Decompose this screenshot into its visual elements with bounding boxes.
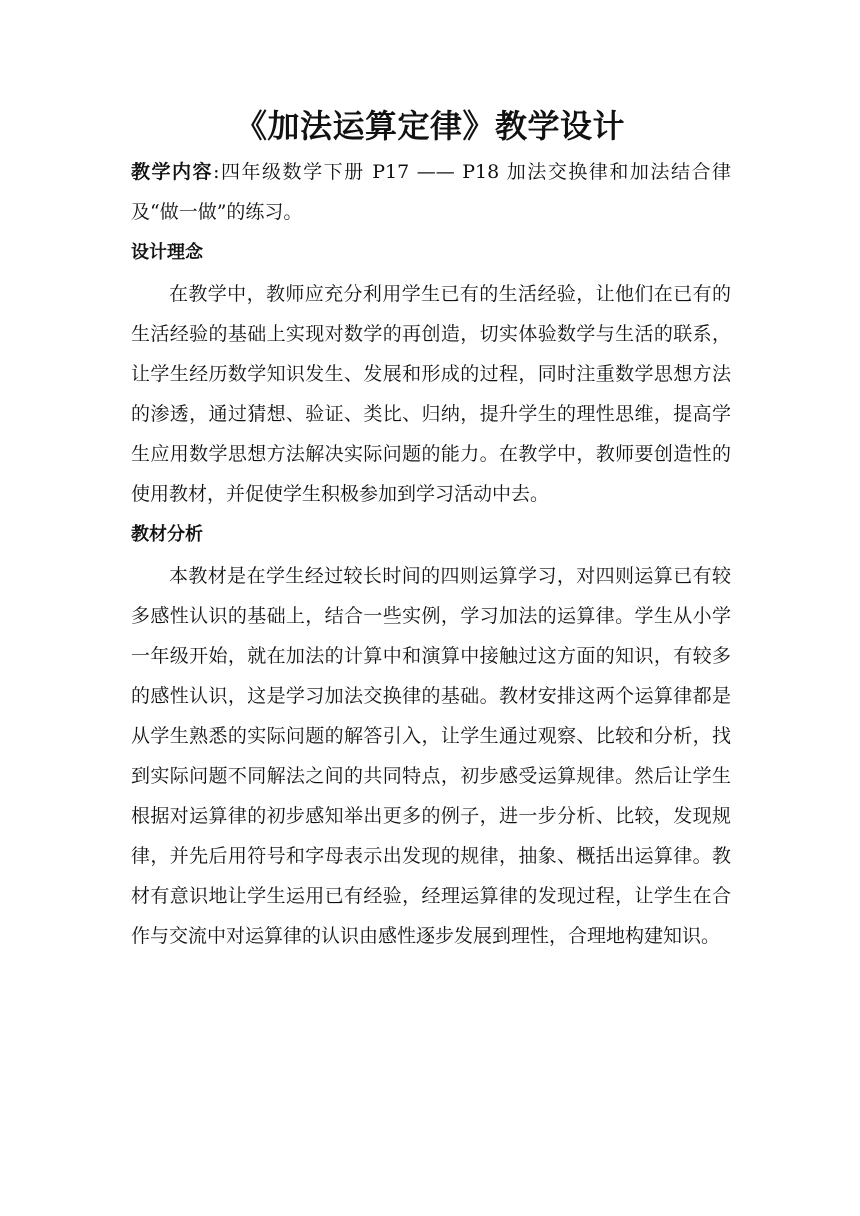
teaching-content-text: :四年级数学下册 P17 —— P18 加法交换律和加法结合律及“做一做”的练习。	[131, 161, 731, 223]
section-body-textbook-analysis: 本教材是在学生经过较长时间的四则运算学习，对四则运算已有较多感性认识的基础上，结合一些实例，学习加法的运算律。学生从小学一年级开始，就在加法的计算中和演算中接触过这方面的知识，有较多的感性认识，这是学习加法交换律的基础。教材安排这两个运算律都是从学生熟悉的实际问题的解答引入，让学生通过观察、比较和分析，找到实际问题不同解法之间的共同特点，初步感受运算规律。然后让学生根据对运算律的初步感知举出更多的例子，进一步分析、比较，发现规律，并先后用符号和字母表示出发现的规律，抽象、概括出运算律。教材有意识地让学生运用已有经验，经理运算律的发现过程，让学生在合作与交流中对运算律的认识由感性逐步发展到理性，合理地构建知识。	[131, 565, 731, 947]
section-heading-textbook-analysis: 教材分析	[131, 524, 203, 545]
teaching-content-paragraph	[131, 152, 731, 232]
section-body-design-concept: 在教学中，教师应充分利用学生已有的生活经验，让他们在已有的生活经验的基础上实现对数学的再创造，切实体验数学与生活的联系，让学生经历数学知识发生、发展和形成的过程，同时注重数学思想方法的渗透，通过猜想、验证、类比、归纳，提升学生的理性思维，提高学生应用数学思想方法解决实际问题的能力。在教学中，教师要创造性的使用教材，并促使学生积极参加到学习活动中去。	[131, 283, 731, 505]
section-heading-design-concept: 设计理念	[131, 242, 203, 263]
document-body	[131, 152, 731, 956]
teaching-content-label: 教学内容	[131, 161, 214, 183]
document-title: 《加法运算定律》教学设计	[234, 107, 625, 145]
